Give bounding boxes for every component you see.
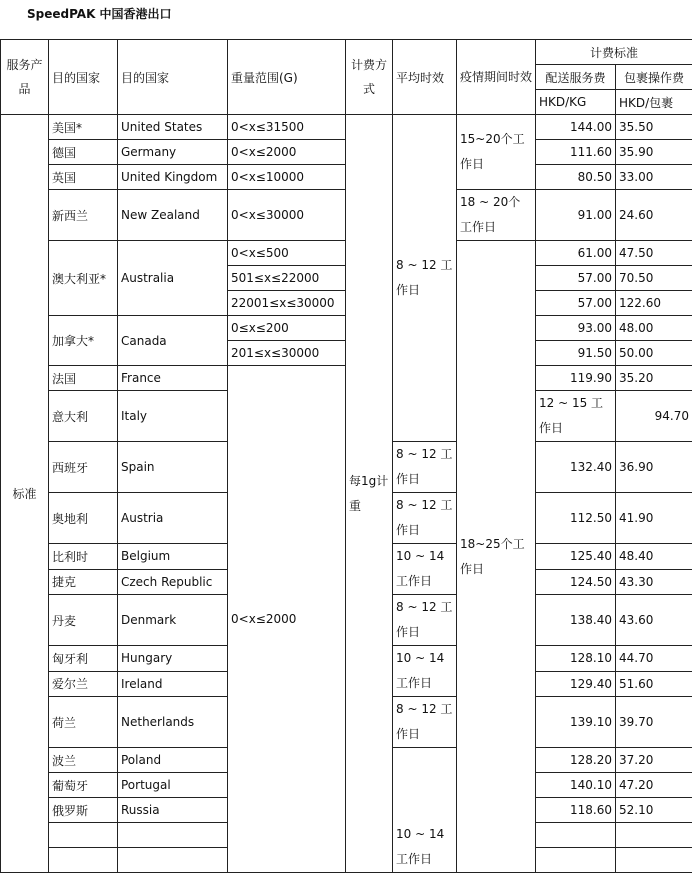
handling-fee: 43.30 xyxy=(616,569,692,595)
country-cn: 葡萄牙 xyxy=(49,773,118,798)
country-cn: 爱尔兰 xyxy=(49,671,118,697)
delivery-fee: 144.00 xyxy=(536,115,616,140)
avg-time-cell: 8 ~ 12 工作日 xyxy=(393,697,457,748)
delivery-fee: 94.70 xyxy=(616,391,692,442)
handling-fee: 48.40 xyxy=(616,544,692,570)
country-en: Germany xyxy=(118,140,228,165)
delivery-fee: 124.50 xyxy=(536,569,616,595)
handling-fee: 37.20 xyxy=(616,748,692,773)
avg-time-cell: 10 ~ 14 工作日 xyxy=(393,748,457,873)
weight-range: 0<x≤31500 xyxy=(228,115,346,140)
country-cn: 英国 xyxy=(49,165,118,190)
handling-fee: 39.70 xyxy=(616,697,692,748)
country-en: Canada xyxy=(118,316,228,366)
country-en: Hungary xyxy=(118,646,228,672)
delivery-fee: 139.10 xyxy=(536,697,616,748)
rate-table xyxy=(0,39,692,873)
delivery-fee: 119.90 xyxy=(536,366,616,391)
delivery-fee: 132.40 xyxy=(536,442,616,493)
avg-time-cell: 8 ~ 12 工作日 xyxy=(393,493,457,544)
country-en: Poland xyxy=(118,748,228,773)
country-en: Spain xyxy=(118,442,228,493)
delivery-fee: 61.00 xyxy=(536,241,616,266)
delivery-fee: 112.50 xyxy=(536,493,616,544)
country-cn: 法国 xyxy=(49,366,118,391)
epidemic-time-cell: 18 ~ 20个工作日 xyxy=(457,190,536,241)
page-title: SpeedPAK 中国香港出口 xyxy=(27,5,172,22)
country-cn: 波兰 xyxy=(49,748,118,773)
header-handling-unit: HKD/包裹 xyxy=(616,90,692,115)
weight-range: 22001≤x≤30000 xyxy=(228,291,346,316)
handling-fee: 51.60 xyxy=(616,671,692,697)
delivery-fee: 57.00 xyxy=(536,291,616,316)
country-en: Denmark xyxy=(118,595,228,646)
country-en: Portugal xyxy=(118,773,228,798)
handling-fee: 35.90 xyxy=(616,140,692,165)
billing-method-cell: 每1g计重 xyxy=(346,115,393,873)
country-en: Ireland xyxy=(118,671,228,697)
header-fee-standard: 计费标准 xyxy=(536,40,692,65)
handling-fee: 35.50 xyxy=(616,115,692,140)
country-cn: 俄罗斯 xyxy=(49,798,118,823)
country-cn: 奥地利 xyxy=(49,493,118,544)
weight-range: 0<x≤2000 xyxy=(228,140,346,165)
epidemic-time-cell: 15~20个工作日 xyxy=(457,115,536,190)
weight-range: 0<x≤30000 xyxy=(228,190,346,241)
country-cn: 比利时 xyxy=(49,544,118,570)
delivery-fee: 111.60 xyxy=(536,140,616,165)
handling-fee: 47.20 xyxy=(616,773,692,798)
country-en: New Zealand xyxy=(118,190,228,241)
avg-time-cell: 10 ~ 14 工作日 xyxy=(393,544,457,595)
delivery-fee: 91.00 xyxy=(536,190,616,241)
country-en: United Kingdom xyxy=(118,165,228,190)
header-dest-cn: 目的国家 xyxy=(49,40,118,115)
country-en: Netherlands xyxy=(118,697,228,748)
handling-fee: 48.00 xyxy=(616,316,692,341)
weight-range: 0≤x≤200 xyxy=(228,316,346,341)
header-delivery-unit: HKD/KG xyxy=(536,90,616,115)
handling-fee: 36.90 xyxy=(616,442,692,493)
delivery-fee: 80.50 xyxy=(536,165,616,190)
delivery-fee: 140.10 xyxy=(536,773,616,798)
handling-fee: 50.00 xyxy=(616,341,692,366)
country-cn: 德国 xyxy=(49,140,118,165)
weight-range: 0<x≤10000 xyxy=(228,165,346,190)
country-cn: 新西兰 xyxy=(49,190,118,241)
delivery-fee: 128.20 xyxy=(536,748,616,773)
handling-fee: 44.70 xyxy=(616,646,692,672)
service-product-cell: 标准 xyxy=(1,115,49,873)
header-weight-range: 重量范围(G) xyxy=(228,40,346,115)
country-en: United States xyxy=(118,115,228,140)
delivery-fee: 125.40 xyxy=(536,544,616,570)
country-cn: 捷克 xyxy=(49,569,118,595)
handling-fee: 41.90 xyxy=(616,493,692,544)
country-cn: 荷兰 xyxy=(49,697,118,748)
handling-fee: 33.00 xyxy=(616,165,692,190)
avg-time-cell: 8 ~ 12 工作日 xyxy=(393,115,457,442)
delivery-fee: 57.00 xyxy=(536,266,616,291)
delivery-fee: 93.00 xyxy=(536,316,616,341)
handling-fee: 24.60 xyxy=(616,190,692,241)
country-en: Australia xyxy=(118,241,228,316)
header-delivery-fee: 配送服务费 xyxy=(536,65,616,90)
header-handling-fee: 包裹操作费 xyxy=(616,65,692,90)
handling-fee: 52.10 xyxy=(616,798,692,823)
country-cn: 西班牙 xyxy=(49,442,118,493)
epidemic-time-cell: 18~25个工作日 xyxy=(457,241,536,873)
handling-fee: 47.50 xyxy=(616,241,692,266)
delivery-fee: 128.10 xyxy=(536,646,616,672)
header-epidemic-time: 疫情期间时效 xyxy=(457,40,536,115)
delivery-fee: 91.50 xyxy=(536,341,616,366)
weight-range: 0<x≤2000 xyxy=(228,366,346,873)
weight-range: 0<x≤500 xyxy=(228,241,346,266)
country-cn: 加拿大* xyxy=(49,316,118,366)
delivery-fee: 129.40 xyxy=(536,671,616,697)
country-en: France xyxy=(118,366,228,391)
country-cn: 澳大利亚* xyxy=(49,241,118,316)
country-cn: 匈牙利 xyxy=(49,646,118,672)
handling-fee: 35.20 xyxy=(616,366,692,391)
handling-fee: 70.50 xyxy=(616,266,692,291)
country-cn: 丹麦 xyxy=(49,595,118,646)
country-cn: 美国* xyxy=(49,115,118,140)
header-service-product: 服务产品 xyxy=(1,40,49,115)
avg-time-cell: 10 ~ 14 工作日 xyxy=(393,646,457,697)
country-en: Russia xyxy=(118,798,228,823)
avg-time-cell: 8 ~ 12 工作日 xyxy=(393,595,457,646)
country-en: Italy xyxy=(118,391,228,442)
header-dest-en: 目的国家 xyxy=(118,40,228,115)
delivery-fee: 118.60 xyxy=(536,798,616,823)
delivery-fee: 138.40 xyxy=(536,595,616,646)
weight-range: 501≤x≤22000 xyxy=(228,266,346,291)
avg-time-cell: 8 ~ 12 工作日 xyxy=(393,442,457,493)
handling-fee: 43.60 xyxy=(616,595,692,646)
handling-fee: 122.60 xyxy=(616,291,692,316)
header-billing-method: 计费方式 xyxy=(346,40,393,115)
avg-time-cell: 12 ~ 15 工作日 xyxy=(536,391,616,442)
weight-range: 201≤x≤30000 xyxy=(228,341,346,366)
country-en: Austria xyxy=(118,493,228,544)
header-avg-time: 平均时效 xyxy=(393,40,457,115)
country-en: Czech Republic xyxy=(118,569,228,595)
country-cn: 意大利 xyxy=(49,391,118,442)
country-en: Belgium xyxy=(118,544,228,570)
